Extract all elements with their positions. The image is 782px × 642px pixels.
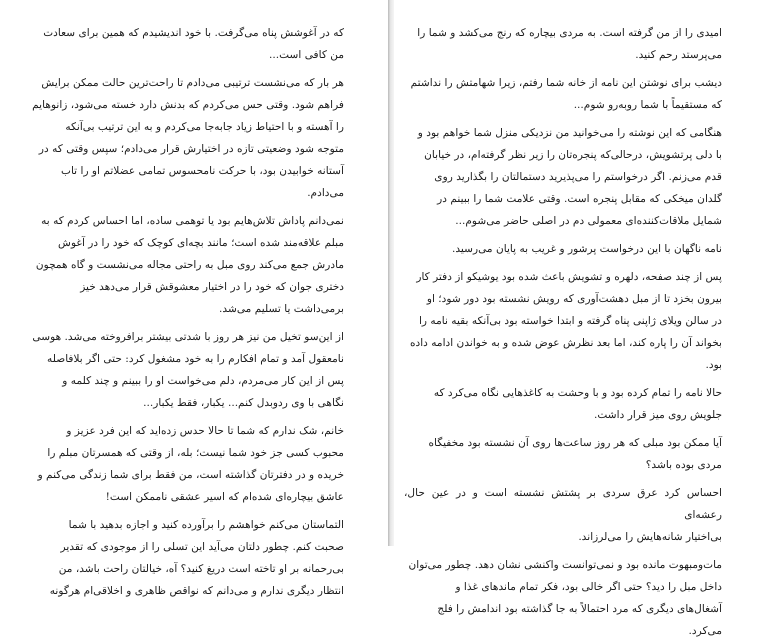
right-page: [394, 0, 782, 637]
paragraph: نمی‌دانم پاداش تلاش‌هایم بود یا توهمی ساده، اما احساس کردم که به مبلم علاقه‌مند شده است؛ مانند بچه‌ای کوچک که خود را در آغوش مادرش جمع می‌کند روی مبل به راحتی مجاله می‌نشست و گاه همچون دختری جوان که خود را در اختیار معشوقش قرار می‌دهد خیز برمی‌داشت یا تسلیم می‌شد.: [35, 215, 344, 315]
paragraph: دیشب برای نوشتن این نامه از خانه شما رفتم، زیرا شهامتش را نداشتم که مستقیماً با شما روبه‌رو شوم...: [410, 77, 722, 111]
paragraph: پس از چند صفحه، دلهره و تشویش باعث شده بود یوشیکو از دفتر کار بیرون بخزد تا از مبل دهشت‌آوری که رویش نشسته بود دور شود؛ او در سالن ویلای ژاپنی پناه گرفته و ابتدا خواسته بود بی‌آنکه بقیه نامه را بخواند آن را پاره کند، اما بعد نظرش عوض شده و به خواندن ادامه داده بود.: [409, 271, 722, 371]
paragraph: التماستان می‌کنم خواهشم را برآورده کنید و اجازه بدهید با شما صحبت کنم. چطور دلتان می‌آید این تسلی را از موجودی که تقدیر بی‌رحمانه بر او تاخته است دریغ کنید؟ آه، خیالتان راحت باشد، من انتظار دیگری ندارم و می‌دانم که نواقص ظاهری و اخلاقی‌ام هرگونه: [49, 519, 344, 597]
paragraph: که در آغوشش پناه می‌گرفت. با خود اندیشیدم که همین برای سعادت من کافی است...: [43, 27, 344, 61]
left-page: [0, 0, 388, 597]
paragraph: از این‌سو تخیل من نیز هر روز با شدتی بیشتر برافروخته می‌شد. هوسی نامعقول آمد و تمام افکارم را به خود مشغول کرد: حتی اگر بلافاصله پس از این کار می‌مردم، دلم می‌خواست او را ببینم و چند کلمه و نگاهی با وی ردوبدل کنم... یکبار، فقط یکبار...: [32, 331, 344, 409]
paragraph: خانم، شک ندارم که شما تا حالا حدس زده‌اید که این فرد عزیز و محبوب کسی جز خود شما نیست؛ بله، از وقتی که همسرتان مبلم را خریده و در دفترتان گذاشته است، من فقط برای شما زندگی می‌کنم و عاشق بیچاره‌ای شده‌ام که اسیر عشقی ناممکن است!: [37, 425, 344, 503]
paragraph: آیا ممکن بود مبلی که هر روز ساعت‌ها روی آن نشسته بود مخفیگاه مردی بوده باشد؟: [428, 437, 722, 471]
paragraph: هر بار که می‌نشست ترتیبی می‌دادم تا راحت‌ترین حالت ممکن برایش فراهم شود. وقتی حس می‌کردم که بدنش دارد خسته می‌شود، زانوهایم را آهسته و با احتیاط زیاد جابه‌جا می‌کردم و به این ترتیب بی‌آنکه متوجه شود وضعیتی تازه در اختیارش قرار می‌دادم؛ سپس وقتی که در آستانه خوابیدن بود، با حرکت نامحسوس تمامی عضلاتم او را تاب می‌دادم.: [32, 77, 344, 199]
paragraph: امیدی را از من گرفته است. به مردی بیچاره که رنج می‌کشد و شما را می‌پرستد رحم کنید.: [417, 27, 722, 61]
paragraph: حالا نامه را تمام کرده بود و با وحشت به کاغذهایی نگاه می‌کرد که جلویش روی میز قرار داشت.: [433, 387, 722, 421]
paragraph: مات‌ومبهوت مانده بود و نمی‌توانست واکنشی نشان دهد. چطور می‌توان داخل مبل را دید؟ حتی اگر خالی بود، فکر تمام ماندهای غذا و آشغال‌های دیگری که مرد احتمالاً به جا گذاشته بود اندامش را فلج می‌کرد.: [408, 559, 722, 637]
paragraph: احساس کرد عرق سردی بر پشتش نشسته است و در عین حال، رعشه‌ای بی‌اختیار شانه‌هایش را می‌لرزاند.: [404, 487, 722, 543]
paragraph: هنگامی که این نوشته را می‌خوانید من نزدیکی منزل شما خواهم بود و با دلی پرتشویش، درحالی‌که پنجره‌تان را زیر نظر گرفته‌ام، در خیابان قدم می‌زنم. اگر درخواستم را می‌پذیرید دستمالتان را بگذارید روی گلدان میخکی که مقابل پنجره است. وقتی علامت شما را ببینم در شمایل ملاقات‌کننده‌ای معمولی دم در اصلی حاضر می‌شوم...: [417, 127, 722, 227]
paragraph: نامه ناگهان با این درخواست پرشور و غریب به پایان می‌رسید.: [451, 243, 722, 255]
